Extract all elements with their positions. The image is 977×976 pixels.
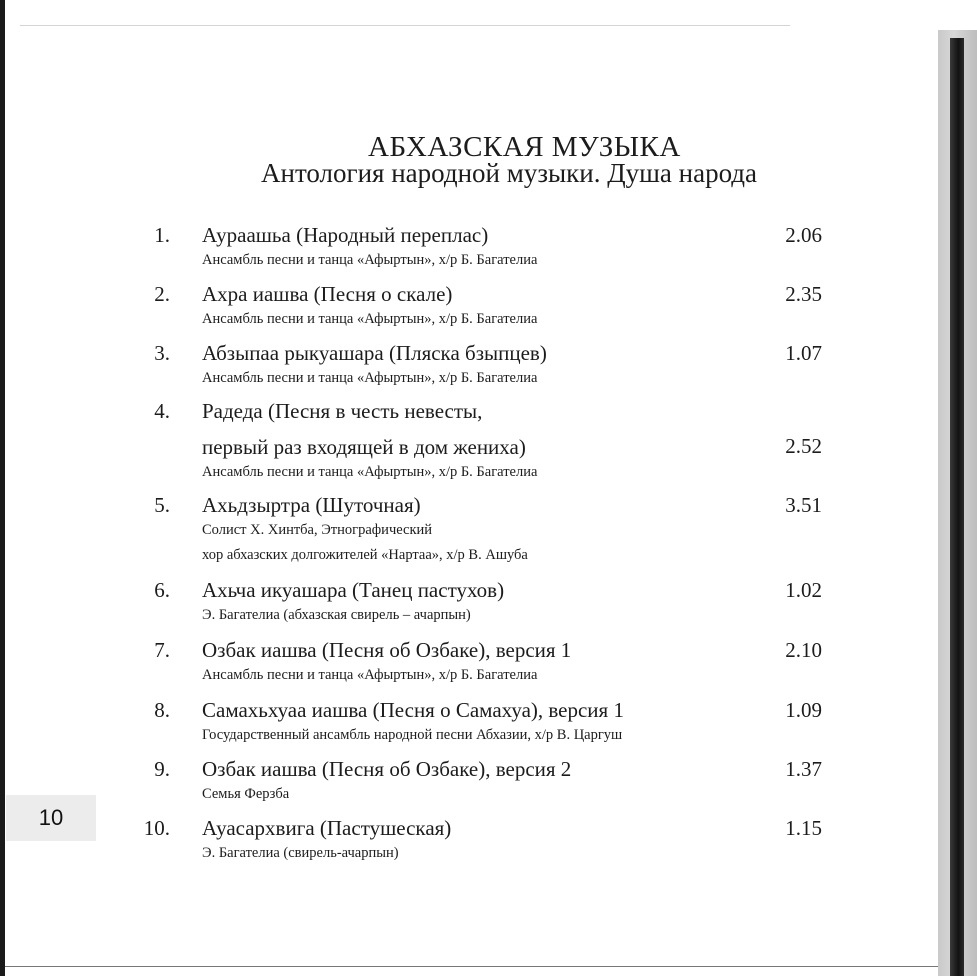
album-subtitle: Антология народной музыки. Душа народа — [261, 158, 758, 188]
track-title: Озбак иашва (Песня об Озбаке), версия 1 — [202, 638, 572, 662]
track-number: 8. — [154, 698, 170, 722]
track-info — [202, 816, 451, 862]
track-duration: 1.15 — [785, 816, 822, 840]
track-info — [202, 341, 547, 387]
track-number: 7. — [154, 638, 170, 662]
track-title: Ауасархвига (Пастушеская) — [202, 816, 452, 840]
page-edge-dark — [950, 38, 964, 976]
track-title: Абзыпаа рыкуашара (Пляска бзыпцев) — [202, 341, 547, 365]
bottom-rule — [5, 966, 938, 967]
track-title: Ахьча икуашара (Танец пастухов) — [202, 578, 505, 602]
track-number: 3. — [154, 341, 170, 365]
track-performer: Солист Х. Хинтба, Этнографический — [202, 522, 433, 538]
track-title-continued: первый раз входящей в дом жениха) — [202, 435, 526, 459]
track-info — [202, 698, 624, 744]
track-title: Аураашьа (Народный переплас) — [202, 223, 489, 247]
track-performer: Э. Багателиа (абхазская свирель – ачарпын) — [202, 607, 471, 623]
track-title: Самахьхуаа иашва (Песня о Самахуа), версия 1 — [202, 698, 624, 722]
track-info — [202, 578, 504, 624]
track-duration: 2.06 — [785, 223, 822, 247]
track-info — [202, 638, 571, 684]
track-info — [202, 757, 571, 803]
track-duration: 1.07 — [785, 341, 822, 365]
track-duration: 3.51 — [785, 493, 822, 517]
track-info — [202, 493, 528, 564]
track-performer-continued: хор абхазских долгожителей «Нартаа», х/р В. Ашуба — [202, 547, 528, 563]
track-info — [202, 223, 537, 269]
track-title: Ахьдзыртра (Шуточная) — [202, 493, 421, 517]
track-number: 2. — [154, 282, 170, 306]
track-number: 6. — [154, 578, 170, 602]
track-info — [202, 282, 537, 328]
track-title: Ахра иашва (Песня о скале) — [202, 282, 453, 306]
track-performer: Ансамбль песни и танца «Афыртын», х/р Б. Багателиа — [202, 252, 538, 268]
track-number: 4. — [154, 399, 170, 423]
track-number: 9. — [154, 757, 170, 781]
track-number: 5. — [154, 493, 170, 517]
track-number: 10. — [143, 816, 170, 840]
track-duration: 1.37 — [785, 757, 822, 781]
track-duration: 1.09 — [785, 698, 822, 722]
track-duration: 1.02 — [785, 578, 822, 602]
track-duration: 2.52 — [785, 434, 822, 458]
track-duration: 2.10 — [785, 638, 822, 662]
track-performer: Ансамбль песни и танца «Афыртын», х/р Б. Багателиа — [202, 370, 538, 386]
track-performer: Э. Багателиа (свирель-ачарпын) — [202, 845, 399, 861]
track-info — [202, 399, 537, 481]
track-performer: Ансамбль песни и танца «Афыртын», х/р Б. Багателиа — [202, 311, 538, 327]
track-title: Озбак иашва (Песня об Озбаке), версия 2 — [202, 757, 572, 781]
album-title: АБХАЗСКАЯ МУЗЫКА — [368, 131, 681, 163]
track-performer: Семья Ферзба — [202, 786, 290, 802]
track-number: 1. — [154, 223, 170, 247]
top-rule — [20, 25, 790, 26]
track-duration: 2.35 — [785, 282, 822, 306]
track-performer: Ансамбль песни и танца «Афыртын», х/р Б. Багателиа — [202, 667, 538, 683]
track-performer: Ансамбль песни и танца «Афыртын», х/р Б. Багателиа — [202, 464, 538, 480]
track-performer: Государственный ансамбль народной песни Абхазии, х/р В. Царгуш — [202, 727, 623, 743]
track-title: Радеда (Песня в честь невесты, — [202, 399, 483, 423]
page-number: 10 — [38, 805, 64, 830]
